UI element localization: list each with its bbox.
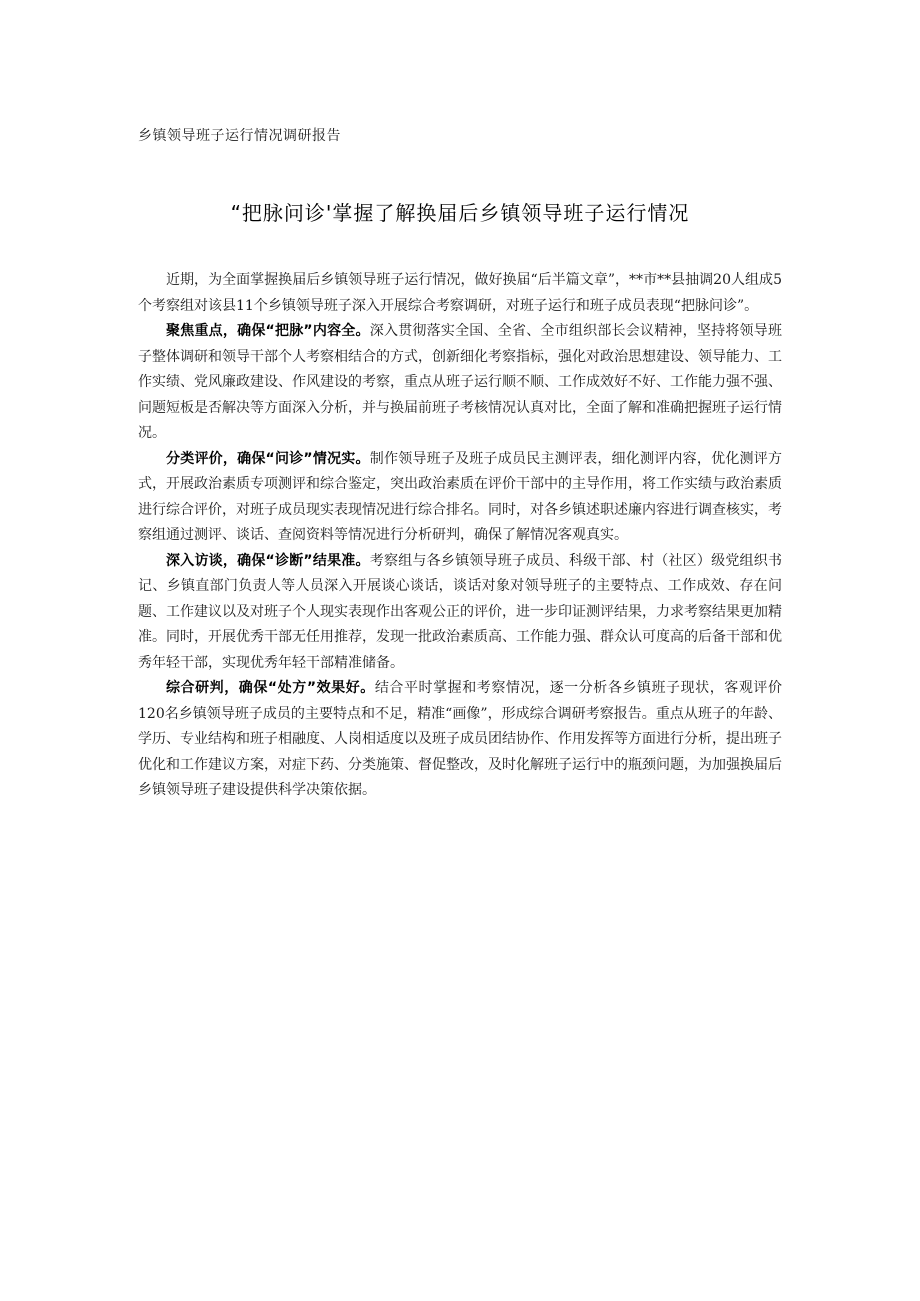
paragraph-text: 考察组与各乡镇领导班子成员、科级干部、村（社区）级党组织书记、乡镇直部门负责人等人员深入开展谈心谈话，谈话对象对领导班子的主要特点、工作成效、存在问题、工作建议以及对班子个人现实表现作出客观公正的评价，进一步印证测评结果，力求考察结果更加精准。同时，开展优秀干部无任用推荐，发现一批政治素质高、工作能力强、群众认可度高的后备干部和优秀年轻干部，实现优秀年轻干部精准储备。 (138, 552, 782, 671)
running-header: 乡镇领导班子运行情况调研报告 (138, 128, 341, 144)
paragraph-text: 制作领导班子及班子成员民主测评表，细化测评内容，优化测评方式，开展政治素质专项测评和综合鉴定，突出政治素质在评价干部中的主导作用，将工作实绩与政治素质进行综合评价，对班子成员现实表现情况进行综合排名。同时，对各乡镇述职述廉内容进行调查核实，考察组通过测评、谈话、查阅资料等情况进行分析研判，确保了解情况客观真实。 (138, 450, 782, 543)
section-paragraph-evaluate (138, 447, 782, 549)
paragraph-text: 结合平时掌握和考察情况，逐一分析各乡镇班子现状，客观评价120名乡镇领导班子成员的主要特点和不足，精准“画像”，形成综合调研考察报告。重点从班子的年龄、学历、专业结构和班子相融度、人岗相适度以及班子成员团结协作、作用发挥等方面进行分析，提出班子优化和工作建议方案，对症下药、分类施策、督促整改，及时化解班子运行中的瓶颈问题，为加强换届后乡镇领导班子建设提供科学决策依据。 (138, 680, 782, 798)
section-paragraph-analysis (138, 676, 782, 804)
paragraph-text: 近期，为全面掌握换届后乡镇领导班子运行情况，做好换届“后半篇文章”，**市**县抽调20人组成5个考察组对该县11个乡镇领导班子深入开展综合考察调研，对班子运行和班子成员表现“把脉问诊”。 (138, 272, 782, 314)
paragraph-lead: 聚焦重点，确保“把脉”内容全。 (166, 323, 370, 339)
section-paragraph-focus (138, 319, 782, 447)
intro-paragraph (138, 268, 782, 319)
paragraph-lead: 深入访谈，确保“诊断”结果准。 (166, 552, 370, 569)
paragraph-lead: 分类评价，确保“问诊”情况实。 (166, 450, 370, 467)
paragraph-lead: 综合研判，确保“处方”效果好。 (166, 680, 375, 696)
section-paragraph-interview (138, 549, 782, 677)
paragraph-text: 深入贯彻落实全国、全省、全市组织部长会议精神，坚持将领导班子整体调研和领导干部个人考察相结合的方式，创新细化考察指标，强化对政治思想建设、领导能力、工作实绩、党风廉政建设、作风建设的考察，重点从班子运行顺不顺、工作成效好不好、工作能力强不强、问题短板是否解决等方面深入分析，并与换届前班子考核情况认真对比，全面了解和准确把握班子运行情况。 (138, 323, 782, 441)
document-title: “把脉问诊'掌握了解换届后乡镇领导班子运行情况 (230, 201, 690, 225)
document-body (138, 268, 782, 804)
